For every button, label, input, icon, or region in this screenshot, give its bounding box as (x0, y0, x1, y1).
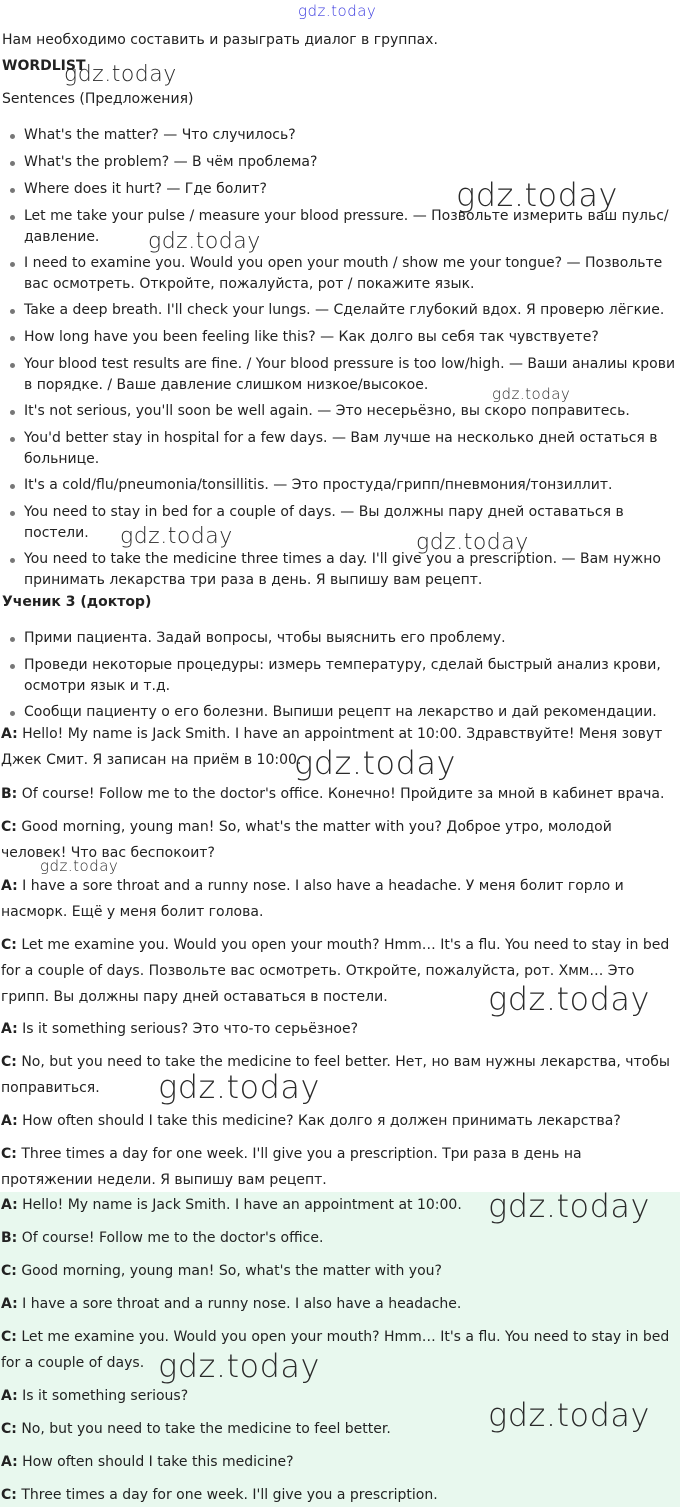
dialogue-line (1, 1016, 676, 1042)
dialogue-text: Of course! Follow me to the doctor's office. (21, 1230, 324, 1246)
watermark: gdz.today (294, 744, 456, 782)
watermark: gdz.today (456, 176, 618, 214)
dialogue-text: Hello! My name is Jack Smith. I have an appointment at 10:00. Здравствуйте! Меня зовут Джек Смит. Я записан на приём в 10:00. (1, 726, 663, 768)
dialogue-text: Of course! Follow me to the doctor's office. Конечно! Пройдите за мной в кабинет врача. (21, 786, 665, 802)
speaker-label: C: (1, 1421, 17, 1437)
list-item: Your blood test results are fine. / Your blood pressure is too low/high. — Ваши аналиы крови в порядке. / Ваше давление слишком низкое/высокое. (24, 354, 678, 396)
dialogue-line (1, 1324, 676, 1376)
dialogue-text: No, but you need to take the medicine to feel better. (21, 1421, 391, 1437)
student-heading: Ученик 3 (доктор) (2, 594, 152, 610)
dialogue-line (1, 1049, 676, 1101)
watermark: gdz.today (488, 1187, 650, 1225)
list-item: What's the problem? — В чём проблема? (24, 152, 678, 173)
speaker-label: C: (1, 1263, 17, 1279)
watermark: gdz.today (120, 524, 233, 549)
watermark: gdz.today (492, 385, 571, 403)
list-item: You need to take the medicine three times a day. I'll give you a prescription. — Вам нужно принимать лекарства три раза в день. Я выпишу вам рецепт. (24, 549, 678, 591)
speaker-label: A: (1, 1454, 18, 1470)
sentences-heading: Sentences (Предложения) (2, 91, 194, 107)
watermark: gdz.today (488, 980, 650, 1018)
dialogue-line (1, 1141, 676, 1193)
speaker-label: C: (1, 1329, 17, 1345)
dialogue-line (1, 1291, 676, 1317)
speaker-label: B: (1, 1230, 18, 1246)
speaker-label: C: (1, 1487, 17, 1503)
watermark: gdz.today (158, 1347, 320, 1385)
list-item: How long have you been feeling like this? — Как долго вы себя так чувствуете? (24, 327, 678, 348)
watermark: gdz.today (158, 1068, 320, 1106)
watermark: gdz.today (298, 2, 377, 20)
dialogue-line (1, 1225, 676, 1251)
intro-text: Нам необходимо составить и разыграть диалог в группах. (2, 32, 438, 48)
list-item: It's a cold/flu/pneumonia/tonsillitis. — Это простуда/грипп/пневмония/тонзиллит. (24, 475, 678, 496)
dialogue-line (1, 873, 676, 925)
speaker-label: C: (1, 819, 17, 835)
list-item: Take a deep breath. I'll check your lungs. — Сделайте глубокий вдох. Я проверю лёгкие. (24, 300, 678, 321)
speaker-label: A: (1, 726, 18, 742)
dialogue-text: Is it something serious? (22, 1388, 189, 1404)
speaker-label: A: (1, 1113, 18, 1129)
speaker-label: A: (1, 878, 18, 894)
list-item: I need to examine you. Would you open your mouth / show me your tongue? — Позвольте вас осмотреть. Откройте, пожалуйста, рот / покажите язык. (24, 253, 678, 295)
list-item: Where does it hurt? — Где болит? (24, 179, 678, 200)
dialogue-line (1, 781, 676, 807)
speaker-label: A: (1, 1021, 18, 1037)
speaker-label: C: (1, 1146, 17, 1162)
dialogue-text: How often should I take this medicine? (22, 1454, 294, 1470)
dialogue-text: Is it something serious? Это что-то серьёзное? (22, 1021, 359, 1037)
speaker-label: C: (1, 937, 17, 953)
watermark: gdz.today (488, 1396, 650, 1434)
dialogue-text: I have a sore throat and a runny nose. I also have a headache. У меня болит горло и насморк. Ещё у меня болит голова. (1, 878, 624, 920)
dialogue-line (1, 1108, 676, 1134)
list-item: You need to stay in bed for a couple of days. — Вы должны пару дней оставаться в постели. (24, 502, 678, 544)
watermark: gdz.today (40, 857, 119, 875)
watermark: gdz.today (148, 229, 261, 254)
dialogue-line (1, 1449, 676, 1475)
list-item: Проведи некоторые процедуры: измерь температуру, сделай быстрый анализ крови, осмотри язык и т.д. (24, 655, 678, 697)
dialogue-text: I have a sore throat and a runny nose. I also have a headache. (22, 1296, 462, 1312)
wordlist-heading: WORDLIST (2, 58, 86, 74)
dialogue-text: Good morning, young man! So, what's the matter with you? Доброе утро, молодой человек! Что вас беспокоит? (1, 819, 612, 861)
list-item: Сообщи пациенту о его болезни. Выпиши рецепт на лекарство и дай рекомендации. (24, 702, 678, 723)
dialogue-line (1, 1258, 676, 1284)
speaker-label: A: (1, 1197, 18, 1213)
list-item: What's the matter? — Что случилось? (24, 125, 678, 146)
dialogue-text: No, but you need to take the medicine to feel better. Нет, но вам нужны лекарства, чтобы поправиться. (1, 1054, 670, 1096)
watermark: gdz.today (416, 530, 529, 555)
speaker-label: B: (1, 786, 18, 802)
dialogue-text: Good morning, young man! So, what's the matter with you? (21, 1263, 442, 1279)
watermark: gdz.today (64, 62, 177, 87)
speaker-label: A: (1, 1296, 18, 1312)
dialogue-text: Hello! My name is Jack Smith. I have an appointment at 10:00. (22, 1197, 462, 1213)
list-item: Прими пациента. Задай вопросы, чтобы выяснить его проблему. (24, 628, 678, 649)
dialogue-text: Let me examine you. Would you open your mouth? Hmm… It's a flu. You need to stay in bed for a couple of days. (1, 1329, 670, 1371)
dialogue-text: Let me examine you. Would you open your mouth? Hmm… It's a flu. You need to stay in bed for a couple of days. Позвольте вас осмотреть. Откройте, пожалуйста, рот. Хмм… Это грипп. Вы должны пару дней оставаться в постели. (1, 937, 670, 1005)
list-item: Let me take your pulse / measure your blood pressure. — Позвольте измерить ваш пульс/давление. (24, 206, 678, 248)
dialogue-text: Three times a day for one week. I'll give you a prescription. Три раза в день на протяжении недели. Я выпишу вам рецепт. (1, 1146, 582, 1188)
dialogue-text: Three times a day for one week. I'll give you a prescription. (21, 1487, 438, 1503)
list-item: It's not serious, you'll soon be well again. — Это несерьёзно, вы скоро поправитесь. (24, 401, 678, 422)
speaker-label: C: (1, 1054, 17, 1070)
dialogue-text: How often should I take this medicine? Как долго я должен принимать лекарства? (22, 1113, 621, 1129)
dialogue-line (1, 1482, 676, 1508)
speaker-label: A: (1, 1388, 18, 1404)
list-item: You'd better stay in hospital for a few days. — Вам лучше на несколько дней остаться в больнице. (24, 428, 678, 470)
